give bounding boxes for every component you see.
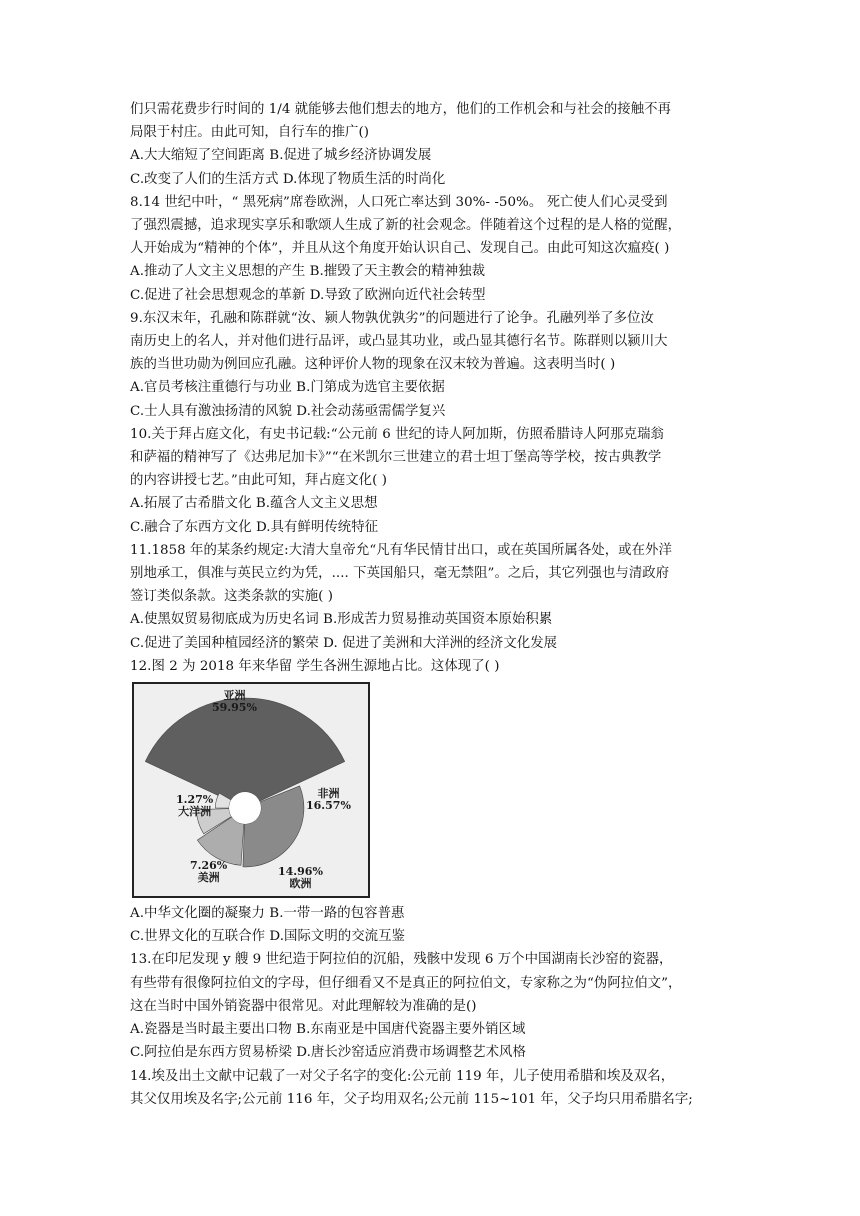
text-line: C.阿拉伯是东西方贸易桥梁 D.唐长沙窑适应消费市场调整艺术风格: [130, 1045, 526, 1061]
text-line: C.改变了人们的生活方式 D.体现了物质生活的时尚化: [130, 171, 446, 187]
rose-center: [229, 792, 261, 824]
text-line: 局限于村庄。由此可知，自行车的推广(): [130, 125, 370, 141]
text-line: 族的当世功勋为例回应孔融。这种评价人物的现象在汉末较为普遍。这表明当时( ): [130, 357, 616, 373]
text-line: C.融合了东西方文化 D.具有鲜明传统特征: [130, 519, 379, 535]
text-line: 的内容讲授七艺。”由此可知，拜占庭文化( ): [130, 473, 387, 489]
text-line: 12.图 2 为 2018 年来华留 学生各洲生源地占比。这体现了( ): [130, 658, 500, 674]
label-europe: 14.96% 欧洲: [278, 865, 323, 891]
text-line: 人开始成为“精神的个体”，并且从这个角度开始认识自己、发现自己。由此可知这次瘟疫( ): [130, 241, 670, 257]
text-line: 们只需花费步行时间的 1/4 就能够去他们想去的地方，他们的工作机会和与社会的接触不再: [130, 102, 672, 117]
text-line: A.推动了人文主义思想的产生 B.摧毁了天主教会的精神独裁: [130, 264, 486, 280]
text-line: 14.埃及出土文献中记载了一对父子名字的变化:公元前 119 年，儿子使用希腊和埃及双名，: [130, 1068, 675, 1084]
text-line: A.官员考核注重德行与功业 B.门第成为选官主要依据: [130, 380, 445, 396]
text-line: 签订类似条款。这类条款的实施( ): [130, 589, 334, 605]
text-line: 9.东汉末年，孔融和陈群就“汝、颍人物孰优孰劣”的问题进行了论争。孔融列举了多位汝: [130, 310, 654, 326]
text-line: 了强烈震撼，追求现实享乐和歌颂人生成了新的社会观念。伴随着这个过程的是人格的觉醒，: [130, 218, 682, 234]
text-line: 这在当时中国外销瓷器中很常见。对此理解较为准确的是(): [130, 998, 477, 1014]
label-americas: 7.26% 美洲: [190, 859, 228, 885]
text-line: A.拓展了古希腊文化 B.蕴含人文主义思想: [130, 496, 378, 512]
text-line: 和萨福的精神写了《达弗尼加卡》”“在米凯尔三世建立的君士坦丁堡高等学校，按古典教学: [130, 450, 662, 466]
text-line: A.瓷器是当时最主要出口物 B.东南亚是中国唐代瓷器主要外销区域: [130, 1022, 526, 1038]
text-line: C.促进了美国种植园经济的繁荣 D. 促进了美洲和大洋洲的经济文化发展: [130, 635, 558, 651]
figure-2-chart: [132, 682, 370, 898]
question-text-block-2: [130, 902, 730, 1111]
document-page: [130, 98, 730, 1111]
text-line: A.中华文化圈的凝聚力 B.一带一路的包容普惠: [130, 906, 405, 922]
text-line: 南历史上的名人，并对他们进行品评，或凸显其功业，或凸显其德行名节。陈群则以颍川大: [130, 334, 668, 350]
text-line: 8.14 世纪中叶，“ 黑死病”席卷欧洲，人口死亡率达到 30%- -50%。 死亡使人们心灵受到: [130, 194, 668, 210]
text-line: C.世界文化的互联合作 D.国际文明的交流互鉴: [130, 929, 405, 945]
text-line: 别地承工，俱准与英民立约为凭，.... 下英国船只，毫无禁阻”。之后，其它列强也与清政府: [130, 566, 670, 582]
text-line: 13.在印尼发现 y 艘 9 世纪造于阿拉伯的沉船，残骸中发现 6 万个中国湖南长沙窑的瓷器，: [130, 952, 673, 968]
label-oceania: 1.27% 大洋洲: [176, 793, 214, 819]
question-text-block: [130, 98, 730, 678]
text-line: 10.关于拜占庭文化，有史书记载:“公元前 6 世纪的诗人阿加斯，仿照希腊诗人阿那克瑞翁: [130, 426, 664, 442]
label-asia: 亚洲 59.95%: [212, 689, 257, 715]
text-line: C.士人具有激浊扬清的风貌 D.社会动荡亟需儒学复兴: [130, 403, 446, 419]
text-line: A.使黑奴贸易彻底成为历史名词 B.形成苦力贸易推动英国资本原始积累: [130, 612, 553, 628]
text-line: 其父仅用埃及名字;公元前 116 年，父子均用双名;公元前 115~101 年，父子均只用希腊名字;: [130, 1091, 693, 1107]
text-line: 11.1858 年的某条约规定:大清大皇帝允“凡有华民情甘出口，或在英国所属各处，或在外洋: [130, 542, 672, 558]
text-line: C.促进了社会思想观念的革新 D.导致了欧洲向近代社会转型: [130, 287, 486, 303]
label-africa: 非洲 16.57%: [306, 787, 351, 813]
text-line: 有些带有很像阿拉伯文的字母，但仔细看又不是真正的阿拉伯文，专家称之为“伪阿拉伯文”，: [130, 975, 682, 991]
text-line: A.大大缩短了空间距离 B.促进了城乡经济协调发展: [130, 148, 432, 164]
